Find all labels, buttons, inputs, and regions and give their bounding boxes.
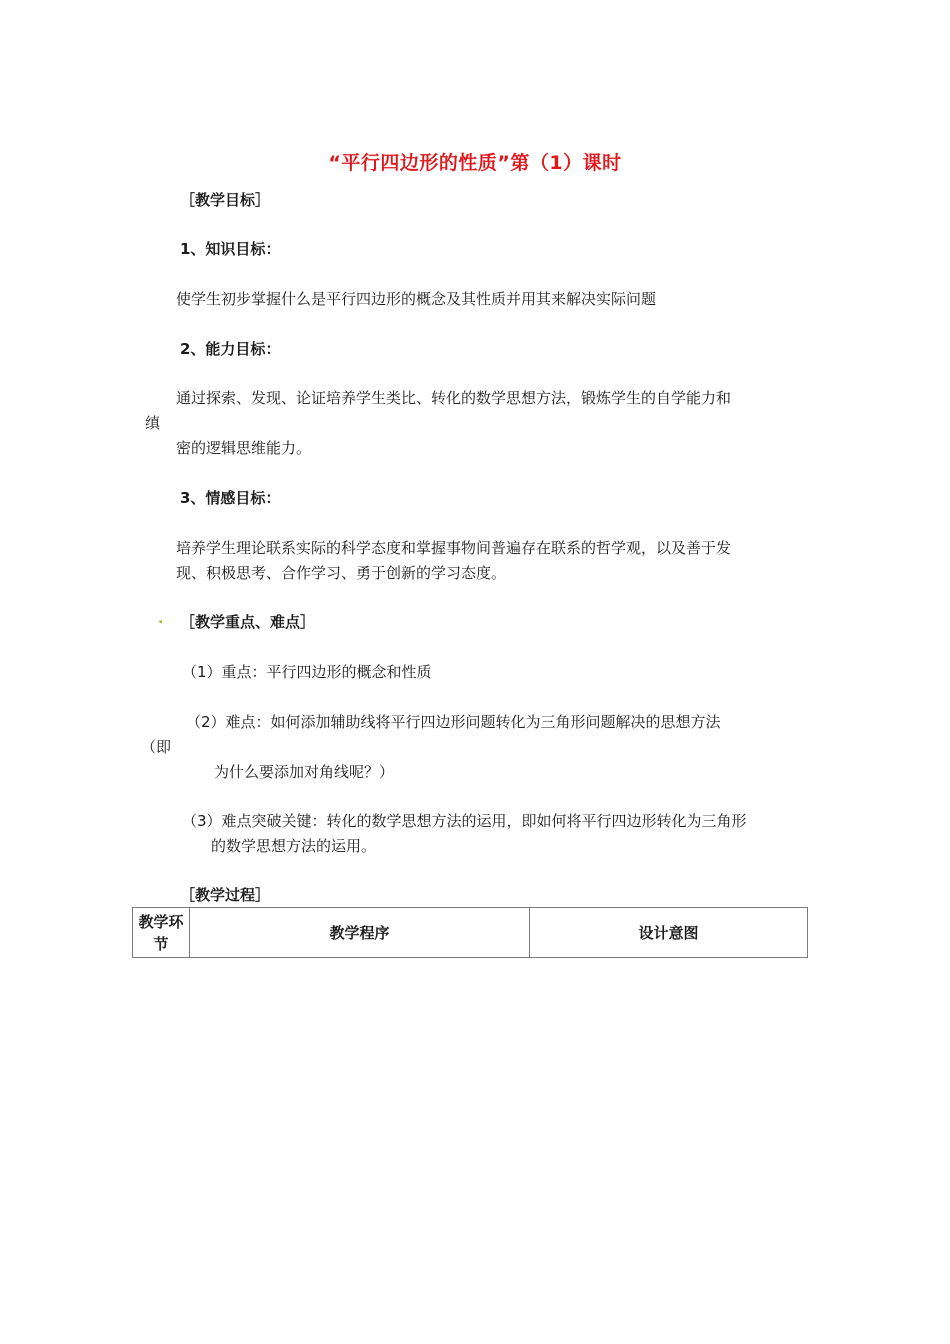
key-point-2-stray: （即 — [141, 738, 172, 756]
ability-goal-text-line2: 密的逻辑思维能力。 — [176, 439, 312, 457]
key-point-1: （1）重点：平行四边形的概念和性质 — [182, 663, 432, 681]
bullet-dot: . — [158, 611, 164, 627]
key-point-2-line2: 为什么要添加对角线呢？） — [214, 763, 395, 781]
header-teaching-stage: 教学环节 — [133, 908, 190, 958]
key-point-3-line1: （3）难点突破关键：转化的数学思想方法的运用，即如何将平行四边形转化为三角形 — [182, 812, 747, 830]
key-point-3-line2: 的数学思想方法的运用。 — [211, 837, 377, 855]
header-design-intent: 设计意图 — [530, 908, 808, 958]
emotion-goal-label: 3、情感目标： — [180, 489, 281, 507]
document-title: “平行四边形的性质”第（1）课时 — [328, 152, 622, 174]
ability-goal-label: 2、能力目标： — [180, 340, 281, 358]
process-heading: ［教学过程］ — [180, 886, 271, 904]
table-header-row — [133, 908, 808, 958]
teaching-process-table — [132, 907, 808, 958]
objectives-heading: ［教学目标］ — [180, 191, 271, 209]
ability-goal-text-line1: 通过探索、发现、论证培养学生类比、转化的数学思想方法，锻炼学生的自学能力和 — [176, 389, 732, 407]
emotion-goal-text-line2: 现、积极思考、合作学习、勇于创新的学习态度。 — [176, 564, 507, 582]
key-point-2-line1: （2）难点：如何添加辅助线将平行四边形问题转化为三角形问题解决的思想方法 — [186, 713, 721, 731]
header-teaching-procedure: 教学程序 — [190, 908, 530, 958]
emotion-goal-text-line1: 培养学生理论联系实际的科学态度和掌握事物间普遍存在联系的哲学观，以及善于发 — [176, 539, 732, 557]
ability-goal-stray-char: 缜 — [145, 414, 161, 432]
knowledge-goal-text: 使学生初步掌握什么是平行四边形的概念及其性质并用其来解决实际问题 — [176, 290, 657, 308]
key-points-heading: ［教学重点、难点］ — [180, 613, 316, 631]
knowledge-goal-label: 1、知识目标： — [180, 240, 281, 258]
